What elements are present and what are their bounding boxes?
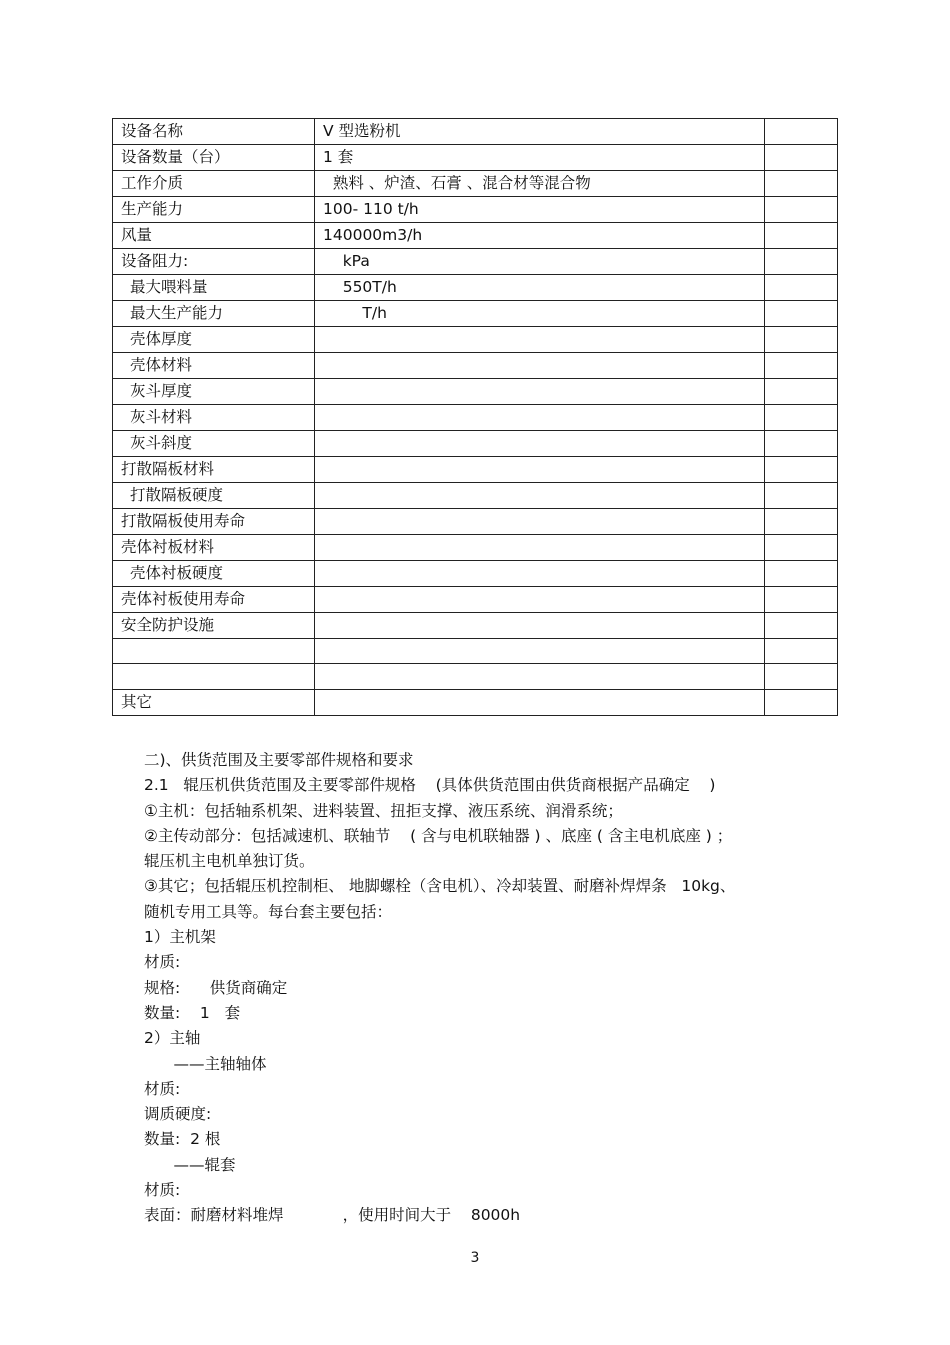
spec-table-row bbox=[113, 379, 838, 405]
spec-value-cell bbox=[315, 664, 765, 689]
spec-value-cell bbox=[315, 353, 765, 379]
spec-table-row bbox=[113, 561, 838, 587]
spec-remark-cell bbox=[765, 353, 838, 379]
equipment-spec-table bbox=[112, 118, 838, 716]
body-text-line: 表面：耐磨材料堆焊 ，使用时间大于 8000h bbox=[144, 1206, 521, 1225]
spec-label-cell: 风量 bbox=[113, 223, 315, 249]
spec-table-row bbox=[113, 613, 838, 639]
spec-table-row bbox=[113, 457, 838, 483]
spec-label-cell: 最大喂料量 bbox=[113, 275, 315, 301]
body-text-line: 随机专用工具等。每台套主要包括： bbox=[144, 902, 393, 921]
spec-value-cell bbox=[315, 613, 765, 639]
spec-table-row bbox=[113, 509, 838, 535]
body-text-line: 材质: bbox=[144, 1079, 181, 1098]
spec-remark-cell bbox=[765, 587, 838, 613]
spec-label-cell: 壳体厚度 bbox=[113, 327, 315, 353]
spec-remark-cell bbox=[765, 197, 838, 223]
spec-remark-cell bbox=[765, 483, 838, 509]
spec-table-body bbox=[113, 119, 838, 716]
spec-remark-cell bbox=[765, 509, 838, 535]
spec-remark-cell bbox=[765, 119, 838, 145]
spec-table-row bbox=[113, 171, 838, 197]
body-text-line: ①主机：包括轴系机架、进料装置、扭拒支撑、液压系统、润滑系统； bbox=[144, 801, 623, 820]
spec-remark-cell bbox=[765, 561, 838, 587]
spec-value-cell: 1 套 bbox=[315, 145, 765, 171]
spec-table-row bbox=[113, 431, 838, 457]
spec-remark-cell bbox=[765, 639, 838, 664]
spec-value-cell bbox=[315, 327, 765, 353]
spec-label-cell: 灰斗厚度 bbox=[113, 379, 315, 405]
spec-remark-cell bbox=[765, 223, 838, 249]
spec-value-cell bbox=[315, 457, 765, 483]
spec-label-cell: 壳体衬板材料 bbox=[113, 535, 315, 561]
spec-remark-cell bbox=[765, 301, 838, 327]
spec-label-cell: 壳体衬板硬度 bbox=[113, 561, 315, 587]
spec-remark-cell bbox=[765, 379, 838, 405]
spec-remark-cell bbox=[765, 145, 838, 171]
spec-label-cell: 最大生产能力 bbox=[113, 301, 315, 327]
supply-scope-text bbox=[144, 748, 834, 1229]
spec-remark-cell bbox=[765, 613, 838, 639]
spec-label-cell: 安全防护设施 bbox=[113, 613, 315, 639]
body-text-line: 二)、供货范围及主要零部件规格和要求 bbox=[144, 751, 414, 769]
spec-table-row bbox=[113, 639, 838, 664]
spec-value-cell bbox=[315, 587, 765, 613]
body-text-line: 数量: 1 套 bbox=[144, 1003, 241, 1022]
spec-remark-cell bbox=[765, 431, 838, 457]
spec-label-cell: 生产能力 bbox=[113, 197, 315, 223]
spec-label-cell: 设备名称 bbox=[113, 119, 315, 145]
spec-label-cell: 设备数量（台） bbox=[113, 145, 315, 171]
spec-label-cell: 设备阻力: bbox=[113, 249, 315, 275]
spec-value-cell bbox=[315, 639, 765, 664]
spec-label-cell: 打散隔板使用寿命 bbox=[113, 509, 315, 535]
body-text-line: 调质硬度: bbox=[144, 1105, 212, 1124]
spec-value-cell bbox=[315, 431, 765, 457]
spec-table-row bbox=[113, 145, 838, 171]
spec-table-row bbox=[113, 587, 838, 613]
spec-remark-cell bbox=[765, 249, 838, 275]
spec-value-cell bbox=[315, 535, 765, 561]
spec-remark-cell bbox=[765, 275, 838, 301]
body-text-line: 1）主机架 bbox=[144, 928, 216, 947]
body-text-line: ——辊套 bbox=[144, 1155, 236, 1174]
spec-table-row bbox=[113, 405, 838, 431]
body-text-line: 材质: bbox=[144, 953, 181, 972]
spec-value-cell: 熟料 、炉渣、石膏 、混合材等混合物 bbox=[315, 171, 765, 197]
spec-remark-cell bbox=[765, 171, 838, 197]
spec-value-cell: V 型选粉机 bbox=[315, 119, 765, 145]
spec-value-cell bbox=[315, 689, 765, 715]
spec-value-cell bbox=[315, 483, 765, 509]
spec-label-cell: 灰斗材料 bbox=[113, 405, 315, 431]
spec-value-cell: kPa bbox=[315, 249, 765, 275]
spec-remark-cell bbox=[765, 327, 838, 353]
spec-remark-cell bbox=[765, 664, 838, 689]
spec-label-cell: 壳体材料 bbox=[113, 353, 315, 379]
spec-table-row bbox=[113, 275, 838, 301]
spec-label-cell: 其它 bbox=[113, 689, 315, 715]
spec-value-cell bbox=[315, 509, 765, 535]
spec-value-cell: 550T/h bbox=[315, 275, 765, 301]
spec-table-row bbox=[113, 197, 838, 223]
body-text-line: 材质: bbox=[144, 1181, 181, 1200]
spec-label-cell: 打散隔板硬度 bbox=[113, 483, 315, 509]
spec-value-cell bbox=[315, 405, 765, 431]
body-text-line: 2）主轴 bbox=[144, 1029, 201, 1048]
spec-table-row bbox=[113, 301, 838, 327]
spec-table-row bbox=[113, 535, 838, 561]
spec-value-cell: 140000m3/h bbox=[315, 223, 765, 249]
body-text-line: 规格: 供货商确定 bbox=[144, 978, 288, 997]
spec-value-cell: 100- 110 t/h bbox=[315, 197, 765, 223]
spec-table-row bbox=[113, 119, 838, 145]
spec-label-cell bbox=[113, 639, 315, 664]
spec-table-row bbox=[113, 327, 838, 353]
body-text-line: ——主轴轴体 bbox=[144, 1054, 267, 1073]
spec-table-row bbox=[113, 689, 838, 715]
spec-table-row bbox=[113, 353, 838, 379]
page-number: 3 bbox=[470, 1250, 480, 1266]
spec-remark-cell bbox=[765, 457, 838, 483]
spec-table-row bbox=[113, 664, 838, 689]
spec-value-cell bbox=[315, 379, 765, 405]
spec-label-cell: 灰斗斜度 bbox=[113, 431, 315, 457]
body-text-line: 2.1 辊压机供货范围及主要零部件规格 (具体供货范围由供货商根据产品确定 ) bbox=[144, 776, 716, 795]
spec-table-row bbox=[113, 483, 838, 509]
body-text-line: 数量: 2 根 bbox=[144, 1130, 221, 1149]
spec-remark-cell bbox=[765, 535, 838, 561]
spec-remark-cell bbox=[765, 689, 838, 715]
spec-value-cell bbox=[315, 561, 765, 587]
spec-label-cell: 打散隔板材料 bbox=[113, 457, 315, 483]
spec-value-cell: T/h bbox=[315, 301, 765, 327]
body-text-line: ③其它；包括辊压机控制柜、 地脚螺栓（含电机）、冷却装置、耐磨补焊焊条 10kg、 bbox=[144, 877, 736, 896]
spec-label-cell: 工作介质 bbox=[113, 171, 315, 197]
body-text-line: ②主传动部分：包括减速机、联轴节 ( 含与电机联轴器 ) 、底座 ( 含主电机底座 ) ； bbox=[144, 826, 733, 845]
spec-remark-cell bbox=[765, 405, 838, 431]
spec-table-row bbox=[113, 223, 838, 249]
spec-table-row bbox=[113, 249, 838, 275]
spec-label-cell: 壳体衬板使用寿命 bbox=[113, 587, 315, 613]
spec-label-cell bbox=[113, 664, 315, 689]
body-text-line: 辊压机主电机单独订货。 bbox=[144, 852, 315, 871]
